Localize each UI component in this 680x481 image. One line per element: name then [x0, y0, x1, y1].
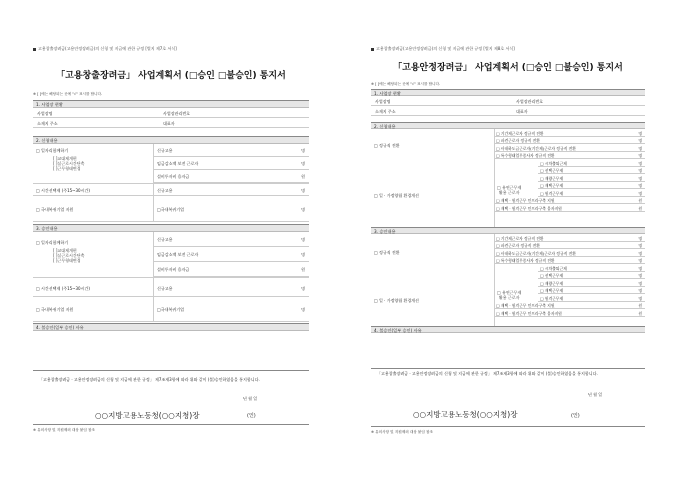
left-form-header: [33, 46, 177, 52]
right-form-header: [371, 46, 515, 52]
left-signer: ○○지방고용노동청(○○지청)장: [95, 411, 200, 420]
facility-loan-label: 설비투자비 융자금: [157, 174, 190, 179]
new-hire-label: 신규고용: [157, 148, 173, 153]
left-sec3-heading: 3. 승인내용: [33, 224, 309, 232]
unit-label: 원: [638, 310, 642, 316]
flex-work-row-label[interactable]: □ 원격근무제: [540, 295, 564, 301]
header-bullet-icon: [33, 48, 36, 51]
regular-conversion-row: [494, 234, 645, 242]
flex-work-row: [538, 264, 645, 272]
left-form-page: [25, 40, 317, 440]
left-sec2-row: [153, 144, 309, 157]
flex-work-row-label[interactable]: □ 선택근무제: [540, 168, 564, 173]
flex-work-row: [538, 167, 645, 175]
reshoring-option[interactable]: □ 국내복귀기업 지원: [36, 307, 74, 312]
wlb-option[interactable]: □ 일 · 가정양립 환경개선: [374, 298, 419, 303]
left-sec3-row: [33, 297, 309, 322]
representative-label: 대표자: [163, 121, 175, 126]
unit-label: 명: [638, 288, 642, 293]
flex-work-row-label[interactable]: □ 재량근무제: [540, 175, 564, 181]
regular-conversion-row-label[interactable]: □ 기간제근로자 정규직 전환: [496, 130, 544, 136]
business-number-label: 사업장관리번호: [516, 99, 544, 104]
regular-conversion-row: [494, 144, 645, 152]
part-time-option[interactable]: □ 시간선택제 (주15~30시간): [36, 188, 90, 193]
flex-work-row: [538, 287, 645, 295]
right-sec3-heading: 3. 승인내용: [371, 227, 645, 234]
unit-myeong: 명: [301, 307, 305, 312]
flex-work-row-label[interactable]: □ 원격근무제: [540, 190, 564, 196]
divider: [371, 368, 645, 369]
regular-conversion-row-label[interactable]: □ 파견근로자 정규직 전환: [496, 243, 540, 248]
left-footer: ※ 유의사항 및 지원제외 대상 붙임 참조: [33, 428, 95, 432]
left-sec2-row: [33, 196, 309, 222]
right-sec2-heading: 2. 신청내용: [371, 122, 645, 129]
right-sec1-row: [371, 106, 645, 116]
flex-work-row: [538, 189, 645, 197]
address-label: 소재지 주소: [375, 109, 396, 114]
regular-conversion-row: [494, 257, 645, 265]
right-sec1-heading: 1. 사업장 현황: [371, 89, 645, 96]
flex-work-row: [538, 159, 645, 167]
remote-infra-row: [494, 197, 645, 205]
wlb-option[interactable]: □ 일 · 가정양립 환경개선: [374, 193, 419, 198]
flex-work-row-label[interactable]: □ 재량근무제: [540, 280, 564, 286]
unit-label: 명: [638, 280, 642, 286]
left-check-note: ※ [ ]에는 해당되는 곳에 "√" 표시를 합니다.: [33, 92, 103, 96]
unit-won: 원: [301, 267, 305, 272]
flex-work-label[interactable]: □ 유연근무제 활용 근로자: [497, 185, 522, 195]
flex-work-row: [538, 279, 645, 287]
left-sec3-row: [153, 262, 309, 277]
unit-label: 명: [638, 160, 642, 166]
wage-compensation-label: 임금감소액 보전 근로자: [157, 161, 199, 166]
header-bullet-icon: [371, 48, 374, 51]
right-form-title: 「고용안정장려금」 사업계획서 (□승인 □불승인) 통지서: [393, 63, 623, 73]
flex-work-row: [538, 182, 645, 190]
right-seal: (인): [571, 413, 580, 419]
reshoring-company-label: □국내복귀기업: [157, 207, 184, 212]
left-seal: (인): [247, 413, 256, 419]
divider: [33, 370, 309, 371]
unit-won: 원: [301, 174, 305, 179]
flex-work-row-label[interactable]: □ 시차출퇴근제: [540, 160, 567, 166]
left-form-title: 「고용창출장려금」 사업계획서 (□승인 □불승인) 통지서: [56, 71, 286, 81]
right-date: 년 월 일: [588, 392, 603, 397]
unit-myeong: 명: [301, 252, 305, 257]
left-sec3-row: [33, 277, 309, 297]
flex-work-row-label[interactable]: □ 시차출퇴근제: [540, 265, 567, 271]
regular-conversion-row-label[interactable]: □ 특수형태업무종사자 정규직 전환: [496, 258, 555, 263]
left-sec1-row: [33, 118, 309, 128]
right-signer: ○○지방고용노동청(○○지청)장: [413, 410, 518, 419]
unit-label: 명: [638, 273, 642, 278]
left-sec2-row: [153, 170, 309, 183]
unit-myeong: 명: [301, 237, 305, 242]
left-sec1-row: [33, 108, 309, 118]
regular-conversion-row-label[interactable]: □ 특수형태업무종사자 정규직 전환: [496, 153, 555, 158]
business-name-label: 사업장명: [375, 99, 391, 104]
left-sec2-row: [33, 183, 309, 196]
business-number-label: 사업장관리번호: [163, 111, 191, 116]
regular-conversion-row-label[interactable]: □ 사내하도급근로자(기간제)근로자 정규직 전환: [496, 145, 576, 151]
job-sharing-option[interactable]: □ 일자리함께하기: [36, 148, 69, 153]
regular-conversion-row: [494, 242, 645, 250]
regular-conversion-row-label[interactable]: □ 사내하도급근로자(기간제)근로자 정규직 전환: [496, 250, 576, 256]
business-name-label: 사업장명: [37, 111, 53, 116]
unit-label: 명: [638, 175, 642, 181]
unit-label: 명: [638, 258, 642, 263]
left-sec3-row: [153, 247, 309, 262]
reshoring-company-label: □국내복귀기업: [157, 307, 184, 312]
divider: [33, 424, 309, 425]
regular-conversion-row-label[interactable]: □ 파견근로자 정규직 전환: [496, 138, 540, 143]
left-sec3-row: [153, 232, 309, 247]
unit-myeong: 명: [301, 148, 305, 153]
left-notice-body: 「고용창출장려금 · 고용안정장려금의 신청 및 지급에 관한 규정」 제7조제3항에 따라 위와 같이 (불)승인하였음을 통지합니다.: [39, 377, 260, 382]
part-time-option[interactable]: □ 시간선택제 (주15~30시간): [36, 286, 90, 291]
unit-myeong: 명: [301, 286, 305, 291]
right-footer: ※ 유의사항 및 지원제외 대상 붙임 참조: [371, 430, 433, 434]
job-sharing-option[interactable]: □ 일자리함께하기: [36, 240, 69, 245]
unit-label: 명: [638, 183, 642, 188]
left-date: 년 월 일: [243, 396, 258, 401]
right-form-page: [363, 40, 653, 434]
right-sec1-row: [371, 96, 645, 106]
flex-work-row-label[interactable]: □ 재택근무제: [540, 183, 564, 188]
unit-label: 명: [638, 265, 642, 271]
address-label: 소재지 주소: [37, 121, 58, 126]
flex-work-label[interactable]: □ 유연근무제 활용 근로자: [497, 290, 522, 300]
part-time-hire-label: 신규고용: [157, 286, 173, 291]
unit-label: 명: [638, 145, 642, 151]
remote-infra-row-label[interactable]: □ 재택 · 원격근무 인프라구축 융자지원: [496, 310, 562, 316]
right-header-text: 고용창출장려금(고용안정장려금)의 신청 및 지급에 관한 규정 [별지 제8호 서식]: [376, 46, 515, 51]
divider: [371, 426, 645, 427]
flex-work-row: [538, 174, 645, 182]
unit-myeong: 명: [301, 188, 305, 193]
unit-label: 명: [638, 243, 642, 248]
regular-conversion-option[interactable]: □ 정규직 전환: [374, 143, 400, 148]
facility-loan-label: 설비투자비 융자금: [157, 267, 190, 272]
unit-label: 명: [638, 168, 642, 173]
regular-conversion-row: [494, 152, 645, 160]
unit-label: 명: [638, 235, 642, 241]
unit-label: 명: [638, 295, 642, 301]
unit-myeong: 명: [301, 207, 305, 212]
remote-infra-row: [494, 204, 645, 212]
left-sec1-heading: 1. 사업장 현황: [33, 100, 309, 108]
flex-work-row-label[interactable]: □ 재택근무제: [540, 288, 564, 293]
unit-label: 명: [638, 250, 642, 256]
regular-conversion-row: [494, 129, 645, 137]
job-sharing-suboptions[interactable]: [ ]교대제개편 [ ]실근로시간단축 [ ]근무형태변경: [53, 156, 85, 171]
unit-label: 명: [638, 190, 642, 196]
regular-conversion-row: [494, 249, 645, 257]
right-notice-body: 「고용창출장려금 · 고용안정장려금의 신청 및 지급에 관한 규정」 제7조제3항에 따라 위와 같이 (불)승인하였음을 통지합니다.: [377, 371, 598, 376]
left-sec2-row: [153, 157, 309, 170]
left-sec2-heading: 2. 신청내용: [33, 136, 309, 144]
remote-infra-row-label[interactable]: □ 재택 · 원격근무 인프라구축 지원: [496, 303, 555, 308]
flex-work-row: [538, 272, 645, 280]
unit-label: 원: [638, 205, 642, 211]
unit-label: 명: [638, 138, 642, 143]
remote-infra-row: [494, 302, 645, 310]
left-header-text: 고용창출장려금(고용안정장려금)의 신청 및 지급에 관한 규정 [별지 제7호 서식]: [38, 46, 177, 51]
flex-work-row-label[interactable]: □ 선택근무제: [540, 273, 564, 278]
left-sec4-heading: 4. 불승인(일부 승인) 사유: [33, 323, 309, 331]
right-check-note: ※ [ ]에는 해당되는 곳에 "√" 표시를 합니다.: [371, 82, 441, 86]
reshoring-option[interactable]: □ 국내복귀기업 지원: [36, 207, 74, 212]
remote-infra-row: [494, 309, 645, 317]
job-sharing-suboptions[interactable]: [ ]교대제개편 [ ]실근로시간단축 [ ]근무형태변경: [53, 248, 85, 263]
right-sec4-heading: 4. 불승인(일부 승인) 사유: [371, 326, 645, 333]
new-hire-label: 신규고용: [157, 237, 173, 242]
representative-label: 대표자: [516, 109, 528, 114]
regular-conversion-row-label[interactable]: □ 기간제근로자 정규직 전환: [496, 235, 544, 241]
part-time-hire-label: 신규고용: [157, 188, 173, 193]
unit-label: 명: [638, 153, 642, 158]
unit-label: 명: [638, 130, 642, 136]
flex-work-row: [538, 294, 645, 302]
regular-conversion-option[interactable]: □ 정규직 전환: [374, 250, 400, 255]
wage-compensation-label: 임금감소액 보전 근로자: [157, 252, 199, 257]
unit-myeong: 명: [301, 161, 305, 166]
remote-infra-row-label[interactable]: □ 재택 · 원격근무 인프라구축 융자지원: [496, 205, 562, 211]
unit-label: 원: [638, 198, 642, 203]
regular-conversion-row: [494, 137, 645, 145]
remote-infra-row-label[interactable]: □ 재택 · 원격근무 인프라구축 지원: [496, 198, 555, 203]
unit-label: 원: [638, 303, 642, 308]
